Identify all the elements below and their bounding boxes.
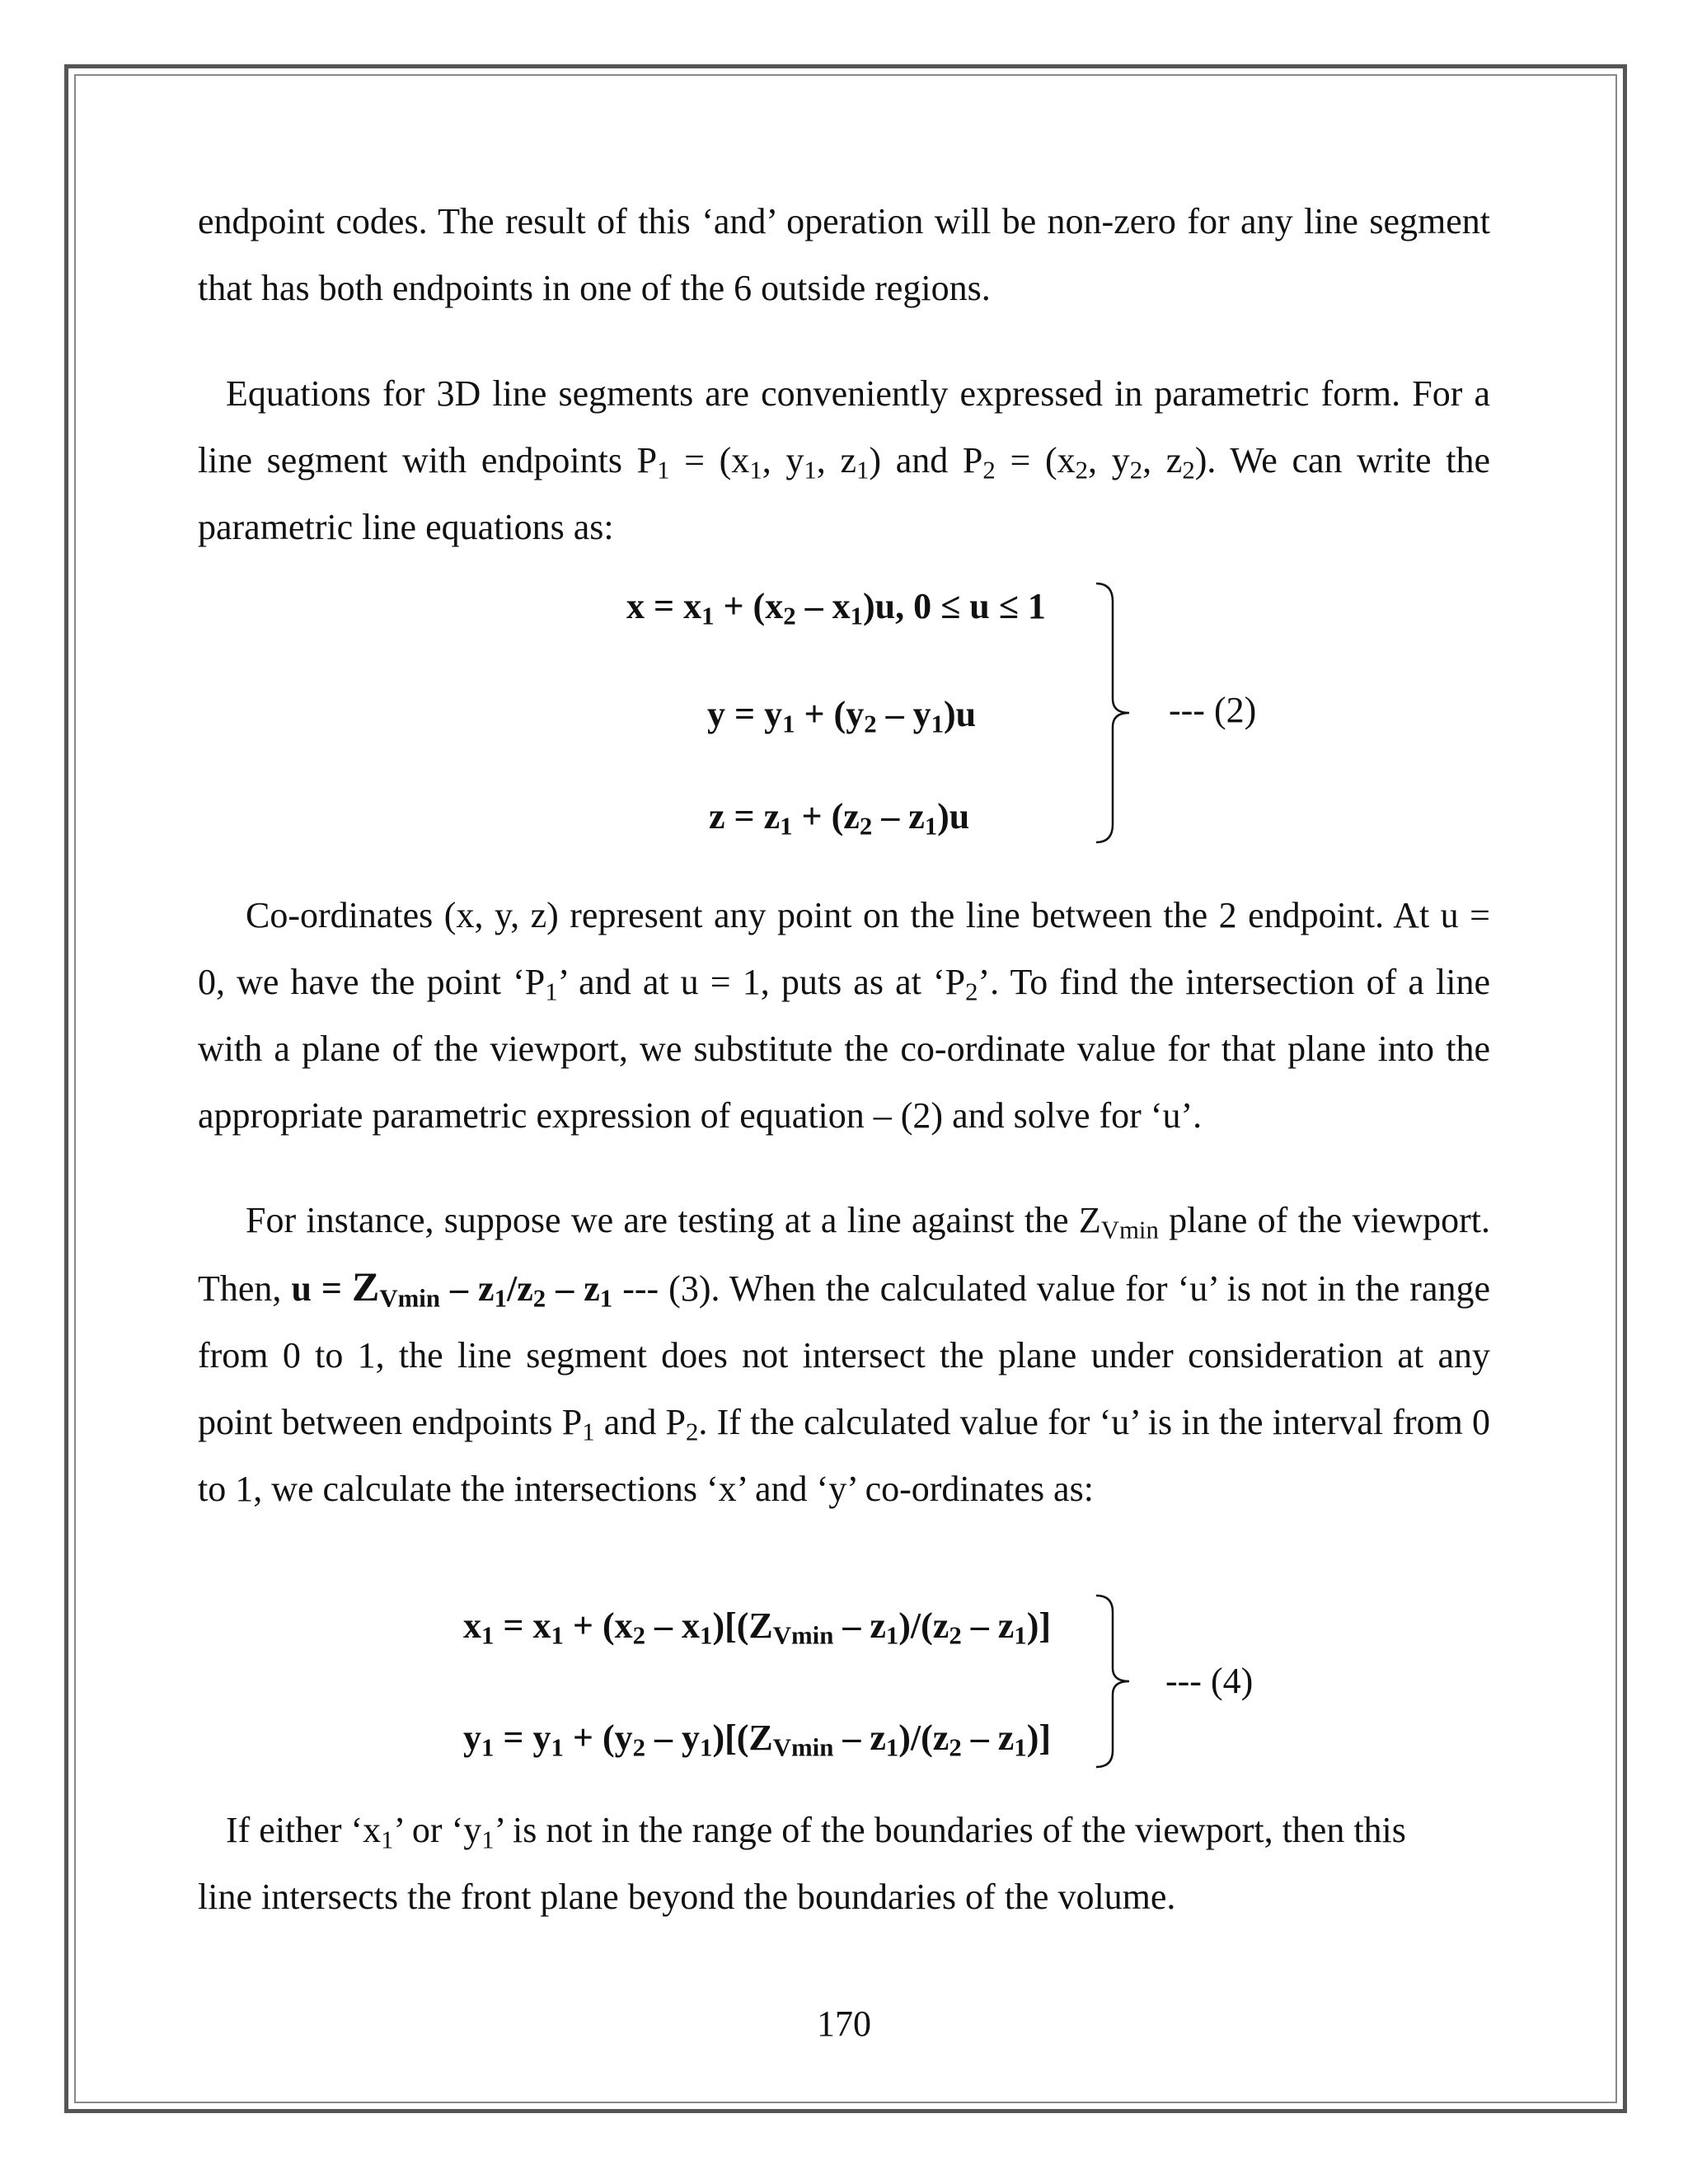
equation-2-brace [1088,577,1137,849]
paragraph-1: endpoint codes. The result of this ‘and’ operation will be non-zero for any line segment that has both endpoints in one of the 6 outside regions. [198,201,1490,308]
equation-4-brace [1088,1591,1137,1772]
paragraph-3: Co-ordinates (x, y, z) represent any point on the line between the 2 endpoint. At u = 0, we have the point ‘$P_1$’ and at u = 1, puts as at ‘$P_2$’. To find the intersection of a line with a plane of the viewport, we substitute the co-ordinate value for that plane into the appropriate parametric expression of equation – (2) and solve for ‘u’. [198,895,1490,1136]
paragraph-5: If either ‘$x_1$’ or ‘$y_1$’ is not in the range of the boundaries of the viewport, then this line intersects the front plane beyond the boundaries of the volume. [198,1810,1406,1917]
equation-4-label: --- (4) [1165,1661,1254,1701]
equation-x1: $x_1 = x_1 + (x_2 - x_1)[(Z_{Vmin} - z_1)/(z_2 - z_1)]$ [463,1605,1051,1650]
equation-y: $y = y_1 + (y_2 - y_1)u$ [707,694,977,738]
paragraph-4: For instance, suppose we are testing at a line against the $Z_{Vmin}$ plane of the viewport. Then, $u = Z_{Vmin} - z_1/z_2 - z_1$ --- (3). When the calculated value for ‘u’ is not in the range from 0 to 1, the line segment does not intersect the plane under consideration at any point between endpoints $P_1$ and $P_2$. If the calculated value for ‘u’ is in the interval from 0 to 1, we calculate the intersections ‘x’ and ‘y’ co-ordinates as: [198,1200,1491,1509]
equation-y1: $y_1 = y_1 + (y_2 - y_1)[(Z_{Vmin} - z_1)/(z_2 - z_1)]$ [463,1718,1051,1762]
equation-x: $x = x_1 + (x_2 - x_1)u$, 0 ≤ u ≤ 1 [626,586,1046,630]
paragraph-2: Equations for 3D line segments are conveniently expressed in parametric form. For a line segment with endpoints $P_1 = (x_1$, $y_1$, $z_1$) and $P_2 = (x_2$, $y_2$, $z_2$). We can write the parametric line equations as: [198,373,1491,547]
page-number: 170 [817,2004,871,2044]
equation-2-label: --- (2) [1169,690,1257,730]
equation-z: $z = z_1 + (z_2 - z_1)u$ [709,796,970,841]
